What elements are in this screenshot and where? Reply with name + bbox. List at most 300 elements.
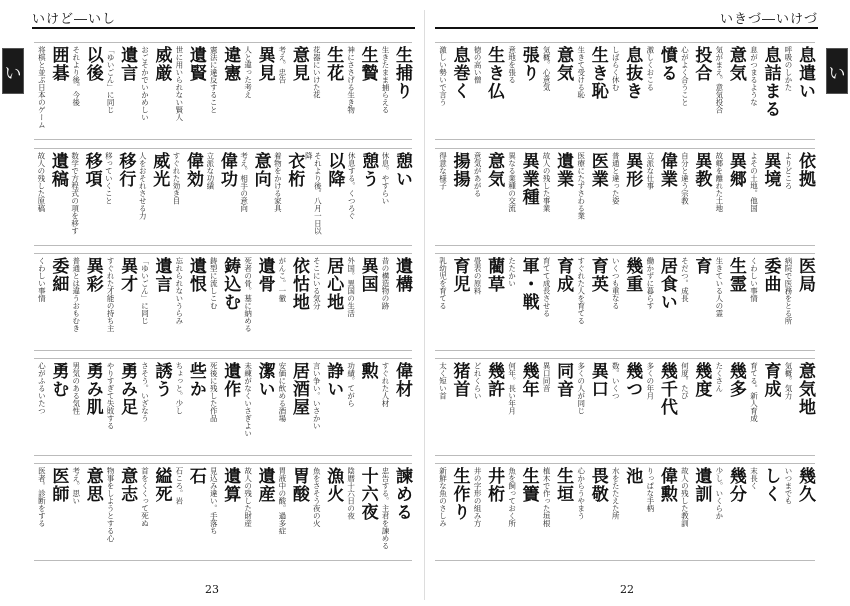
entry-headword: 遺骨 [254, 257, 275, 293]
entry-headword: 違憲 [220, 46, 241, 82]
dictionary-entry [470, 43, 505, 139]
dictionary-entry [271, 149, 305, 245]
entry-definition: 魚を飼っておく所 [507, 467, 517, 527]
entry-definition: 魚をさそう夜の火 [312, 467, 322, 527]
entry-headword: 勲 [357, 362, 378, 380]
dictionary-entry [240, 464, 274, 560]
entry-definition: 立派な仕事 [645, 152, 655, 190]
entry-headword: 威光 [149, 152, 170, 188]
dictionary-entry [711, 464, 746, 560]
entry-definition: そこにいる気分 [312, 257, 322, 310]
entry-definition: 太く短い首 [438, 362, 448, 400]
entry-definition: 移っていくこと [104, 152, 114, 205]
entry-definition: がんこ。一徹 [277, 257, 287, 302]
dictionary-entry [309, 43, 343, 139]
entry-headword: 医業 [587, 152, 608, 188]
entry-headword: 勇み肌 [82, 362, 103, 416]
entry-headword: 幾多 [725, 362, 746, 398]
entry-headword: 遺稿 [47, 152, 68, 188]
entry-block [34, 253, 412, 351]
dictionary-entry [539, 254, 574, 350]
dictionary-entry [378, 254, 412, 350]
entry-headword: 幾久 [795, 467, 815, 503]
entry-definition: 育てる。新人育成 [749, 362, 759, 422]
dictionary-entry [711, 359, 746, 455]
dictionary-entry [608, 464, 643, 560]
dictionary-entry [309, 464, 343, 560]
entry-headword: 遺言 [117, 46, 138, 82]
entry-definition: たたかい [507, 257, 517, 287]
dictionary-entry [34, 464, 68, 560]
right-page [425, 0, 850, 606]
entry-headword: 育成 [760, 362, 781, 398]
entry-definition: どれくらい [473, 362, 483, 400]
entry-block [34, 42, 412, 140]
entry-definition: 故人の残した教訓 [680, 467, 690, 527]
entry-headword: 息詰まる [760, 46, 781, 118]
dictionary-entry [539, 359, 574, 455]
entry-headword: 遺構 [392, 257, 412, 293]
entry-definition: 呼吸のしかた [784, 46, 793, 91]
entry-block [435, 148, 815, 246]
entry-headword: 遺作 [220, 362, 241, 398]
entry-definition: さそう。いざなう [140, 362, 150, 422]
entry-headword: 誘う [151, 362, 172, 398]
dictionary-entry [504, 359, 539, 455]
dictionary-entry [504, 254, 539, 350]
entry-headword: 投合 [691, 46, 712, 82]
dictionary-entry [711, 149, 746, 245]
entry-headword: 異見 [254, 46, 275, 82]
entry-headword: 憩う [358, 152, 379, 188]
dictionary-entry [68, 464, 102, 560]
header-rule [32, 27, 415, 29]
entry-headword: 異口 [587, 362, 608, 398]
entry-definition: 故人の残した事業 [542, 152, 552, 212]
entry-definition: 鋳型に流しこむ [209, 257, 219, 310]
entry-definition: 考え。忠告 [277, 46, 287, 84]
entry-headword: 遺訓 [691, 467, 712, 503]
entry-headword: 生簀 [518, 467, 539, 503]
entry-headword: 勇む [48, 362, 69, 398]
entry-headword: 偉業 [656, 152, 677, 188]
page-number: 22 [620, 583, 634, 596]
entry-definition: いつまでも [784, 467, 793, 505]
entry-headword: しく [760, 467, 781, 503]
entry-definition: 育てて成長させる [542, 257, 552, 317]
dictionary-entry [573, 149, 608, 245]
dictionary-entry [34, 254, 68, 350]
entry-headword: 意思 [82, 467, 103, 503]
entry-headword: 張り [518, 46, 539, 82]
entry-definition: 考え。相手の意向 [239, 152, 249, 212]
entry-definition: 功績。てがら [346, 362, 356, 407]
entry-definition: 「ゆいごん」に同じ [106, 46, 116, 114]
entry-headword: 偉勲 [656, 467, 677, 503]
dictionary-entry [711, 43, 746, 139]
dictionary-entry [309, 359, 343, 455]
dictionary-entry [343, 464, 377, 560]
dictionary-entry [746, 43, 781, 139]
dictionary-entry [470, 464, 505, 560]
entry-headword: 生垣 [553, 467, 574, 503]
dictionary-entry [642, 464, 677, 560]
dictionary-entry [608, 149, 643, 245]
entry-definition: 忘れられないうらみ [174, 257, 184, 325]
entry-definition: 息がつまるような [749, 46, 759, 106]
entry-headword: 医師 [48, 467, 69, 503]
dictionary-entry [608, 43, 643, 139]
entry-definition: 井の字形の組み方 [473, 467, 483, 527]
dictionary-entry [206, 359, 240, 455]
entry-definition: 多くの人が同じ [576, 362, 586, 415]
dictionary-entry [539, 464, 574, 560]
entry-definition: 陰暦十六日の夜 [346, 467, 356, 520]
dictionary-entry [677, 254, 712, 350]
entry-definition: 働かずに暮らす [645, 257, 655, 310]
entry-headword: 囲碁 [48, 46, 69, 82]
entry-definition: それより後。今後 [71, 46, 81, 106]
entry-definition: 神にささげる生き物 [346, 46, 356, 114]
dictionary-entry [746, 254, 781, 350]
entry-headword: 異業種 [518, 152, 539, 206]
entry-definition: 首をくくって死ぬ [140, 467, 150, 527]
entry-headword: 石 [185, 467, 206, 485]
entry-headword: 生き恥 [587, 46, 608, 100]
dictionary-entry [470, 149, 505, 245]
entry-definition: すぐれた才能の持ち主 [106, 257, 116, 332]
entry-headword: 幾許 [484, 362, 505, 398]
header-rule [435, 27, 818, 29]
entry-definition: 将棋と並ぶ日本のゲーム [37, 46, 47, 129]
entry-headword: 揚揚 [449, 152, 470, 188]
dictionary-entry [102, 149, 136, 245]
dictionary-entry [378, 43, 412, 139]
dictionary-entry [504, 43, 539, 139]
entry-definition: 死後に残した作品 [209, 362, 219, 422]
entry-definition: 水をたたえた所 [611, 467, 621, 520]
dictionary-entry [275, 464, 309, 560]
entry-definition: 着物をかける家具 [273, 152, 283, 212]
dictionary-entry [677, 359, 712, 455]
entry-headword: 幾つ [622, 362, 643, 398]
entry-block [435, 253, 815, 351]
entry-headword: 以降 [324, 152, 345, 188]
dictionary-entry [573, 254, 608, 350]
entry-block [435, 463, 815, 561]
dictionary-entry [237, 149, 271, 245]
entry-definition: 畳表の原料 [473, 257, 483, 295]
entry-headword: 遺言 [151, 257, 172, 293]
entry-definition: 言い争い。いさかい [312, 362, 322, 430]
dictionary-entry [343, 43, 377, 139]
entry-headword: 軍・戦 [518, 257, 539, 311]
entry-definition: 心からうやまう [576, 467, 586, 520]
entry-headword: 居心地 [323, 257, 344, 311]
entry-definition: 人をおそれさせる力 [138, 152, 148, 220]
dictionary-entry [780, 149, 815, 245]
dictionary-entry [171, 359, 205, 455]
entry-headword: 遺恨 [185, 257, 206, 293]
entry-definition: 徳の高い僧 [473, 46, 483, 84]
entry-definition: すぐれた効き目 [172, 152, 182, 205]
entry-headword: 威厳 [151, 46, 172, 82]
dictionary-entry [608, 254, 643, 350]
entry-definition: 何年。長い年月 [507, 362, 517, 415]
entry-headword: 胃酸 [288, 467, 309, 503]
dictionary-entry [103, 359, 137, 455]
entry-headword: 意向 [250, 152, 271, 188]
entry-block [34, 463, 412, 561]
dictionary-entry [435, 149, 470, 245]
entry-definition: 末長く [749, 467, 759, 490]
entry-definition: 意地を張る [507, 46, 517, 84]
dictionary-entry [137, 254, 171, 350]
dictionary-entry [780, 43, 815, 139]
dictionary-entry [711, 254, 746, 350]
dictionary-entry [343, 254, 377, 350]
entry-definition: 花器にいけた花 [312, 46, 322, 99]
dictionary-entry [470, 254, 505, 350]
entry-definition: 数。いくつ [611, 362, 621, 400]
dictionary-entry [203, 149, 237, 245]
entry-headword: 委細 [48, 257, 69, 293]
entry-definition: 「ゆいごん」に同じ [140, 257, 150, 325]
entry-headword: 依拠 [795, 152, 815, 188]
entry-definition: 何度。たび [680, 362, 690, 400]
entry-headword: 遺産 [254, 467, 275, 503]
entry-headword: 異形 [622, 152, 643, 188]
dictionary-entry [309, 254, 343, 350]
entry-headword: 縊死 [151, 467, 172, 503]
entry-headword: 息遣い [795, 46, 815, 100]
dictionary-entry [240, 43, 274, 139]
entry-definition: 意気があがる [473, 152, 483, 197]
entry-headword: 生き仏 [484, 46, 505, 100]
dictionary-entry [137, 43, 171, 139]
dictionary-entry [169, 149, 203, 245]
entry-headword: 意気 [484, 152, 505, 188]
entry-definition: 世に用いられない賢人 [174, 46, 184, 121]
entry-headword: 藺草 [484, 257, 505, 293]
entry-headword: 医局 [795, 257, 815, 293]
dictionary-entry [103, 254, 137, 350]
entry-definition: くわしい事情 [37, 257, 47, 302]
dictionary-entry [504, 464, 539, 560]
entry-definition: 故人の残した原稿 [36, 152, 46, 212]
entry-definition: 生きたまま捕らえる [381, 46, 390, 114]
entry-headword: 異境 [760, 152, 781, 188]
dictionary-entry [240, 254, 274, 350]
entry-definition: 乳幼児を育てる [438, 257, 448, 310]
entry-definition: 病院で医務をとる所 [784, 257, 793, 325]
entry-headword: 井桁 [484, 467, 505, 503]
entry-definition: 医療にたずさわる業 [576, 152, 586, 220]
dictionary-entry [137, 464, 171, 560]
entry-definition: 激しい勢いで言う [438, 46, 448, 106]
entry-headword: 潔い [254, 362, 275, 398]
entry-headword: 息抜き [622, 46, 643, 100]
dictionary-entry [780, 464, 815, 560]
dictionary-entry [642, 359, 677, 455]
entry-definition: 昔の構造物の跡 [381, 257, 390, 310]
dictionary-entry [240, 359, 274, 455]
dictionary-entry [539, 149, 574, 245]
dictionary-entry [378, 149, 412, 245]
entry-definition: 胃液中の酸。過多症 [277, 467, 287, 535]
entry-headword: 異彩 [82, 257, 103, 293]
entry-headword: 生霊 [725, 257, 746, 293]
dictionary-entry [573, 43, 608, 139]
index-tab[interactable]: い [826, 48, 848, 94]
dictionary-entry [378, 359, 412, 455]
entry-headword: 衣桁 [284, 152, 305, 188]
dictionary-entry [435, 359, 470, 455]
entry-headword: 幾千代 [656, 362, 677, 416]
entry-definition: 多くの年月 [645, 362, 655, 400]
dictionary-entry [304, 149, 344, 245]
entry-definition: 異なる業種の交流 [507, 152, 517, 212]
entry-headword: 幾分 [725, 467, 746, 503]
entry-headword: 偉効 [183, 152, 204, 188]
entry-definition: 故郷を離れた土地 [714, 152, 724, 212]
entry-definition: 医者。診断をする [37, 467, 47, 527]
dictionary-entry [171, 254, 205, 350]
entry-headword: 漁火 [323, 467, 344, 503]
dictionary-entry [68, 254, 102, 350]
dictionary-entry [746, 464, 781, 560]
dictionary-entry [135, 149, 169, 245]
entry-headword: 憩い [392, 152, 412, 188]
entry-definition: 少し。いくらか [714, 467, 724, 520]
dictionary-entry [68, 43, 102, 139]
entry-definition: 物事をしようとする心 [106, 467, 116, 542]
dictionary-entry [780, 254, 815, 350]
entry-headword: 生捕り [392, 46, 412, 100]
entry-definition: たくさん [714, 362, 724, 392]
entry-headword: 偉功 [216, 152, 237, 188]
entry-headword: 勇み足 [117, 362, 138, 416]
entry-headword: 育成 [553, 257, 574, 293]
entry-headword: 遺賢 [185, 46, 206, 82]
entry-headword: 居食い [656, 257, 677, 311]
entry-headword: 畏敬 [587, 467, 608, 503]
entry-headword: 育児 [449, 257, 470, 293]
entry-definition: 見込み違い。手落ち [209, 467, 219, 535]
entry-definition: 安価に飲める酒場 [277, 362, 287, 422]
dictionary-entry [137, 359, 171, 455]
running-header: いけど―いし [32, 12, 117, 27]
entry-definition: 得意な様子 [438, 152, 448, 190]
dictionary-entry [34, 359, 68, 455]
entry-definition: りっぱな手柄 [645, 467, 655, 512]
entry-headword: 移行 [115, 152, 136, 188]
dictionary-entry [504, 149, 539, 245]
entry-headword: 意気 [725, 46, 746, 82]
dictionary-entry [171, 43, 205, 139]
entry-definition: 休息。やすらい [381, 152, 390, 205]
dictionary-entry [103, 43, 137, 139]
entry-headword: 意志 [117, 467, 138, 503]
dictionary-entry [573, 359, 608, 455]
entry-definition: よりどころ [784, 152, 793, 190]
entry-definition: いくつも重なる [611, 257, 621, 310]
dictionary-entry [435, 254, 470, 350]
entry-headword: 十六夜 [357, 467, 378, 521]
entry-headword: 異才 [117, 257, 138, 293]
entry-definition: 休息する。くつろぐ [347, 152, 357, 220]
entry-block [435, 358, 815, 456]
dictionary-entry [206, 43, 240, 139]
dictionary-entry [34, 43, 68, 139]
dictionary-entry [275, 254, 309, 350]
entry-definition: すぐれた人材 [381, 362, 390, 407]
dictionary-entry [780, 359, 815, 455]
entry-definition: そだつ。成長 [680, 257, 690, 302]
entry-headword: 委曲 [760, 257, 781, 293]
dictionary-entry [642, 254, 677, 350]
entry-block [34, 358, 412, 456]
entry-headword: 依怙地 [288, 257, 309, 311]
dictionary-entry [470, 359, 505, 455]
entry-headword: 幾度 [691, 362, 712, 398]
dictionary-entry [435, 464, 470, 560]
entry-headword: 猪首 [449, 362, 470, 398]
entry-definition: 自分と違う宗教 [680, 152, 690, 205]
dictionary-entry [677, 149, 712, 245]
entry-definition: 男気のある気性 [71, 362, 81, 415]
dictionary-entry [378, 464, 412, 560]
entry-headword: 鋳込む [220, 257, 241, 311]
entry-definition: 気がまえ。意気投合 [714, 46, 724, 114]
entry-definition: くわしい事情 [749, 257, 759, 302]
dictionary-entry [435, 43, 470, 139]
entry-headword: 育 [691, 257, 712, 275]
entry-block [435, 42, 815, 140]
dictionary-entry [275, 43, 309, 139]
entry-headword: 生作り [449, 467, 470, 521]
entry-definition: 憲法に違反すること [209, 46, 219, 114]
entry-headword: 同音 [553, 362, 574, 398]
entry-headword: 遺業 [553, 152, 574, 188]
entry-headword: 憤る [656, 46, 677, 82]
entry-headword: 異郷 [725, 152, 746, 188]
entry-definition: やりすぎて失敗する [106, 362, 116, 430]
entry-definition: 人と違った考え [243, 46, 253, 99]
dictionary-entry [171, 464, 205, 560]
entry-headword: 意見 [288, 46, 309, 82]
entry-headword: 些か [185, 362, 206, 398]
entry-headword: 異国 [357, 257, 378, 293]
entry-headword: 居酒屋 [288, 362, 309, 416]
running-header: いきづ―いけづ [719, 12, 818, 27]
entry-definition: 普通と違った姿 [611, 152, 621, 205]
entry-definition: 立派な功績 [205, 152, 215, 190]
dictionary-entry [677, 464, 712, 560]
entry-headword: 幾重 [622, 257, 643, 293]
entry-definition: 外国。異国の生活 [346, 257, 356, 317]
dictionary-entry [275, 359, 309, 455]
entry-definition: 心がふるいたつ [37, 362, 47, 415]
entry-definition: 数学で方程式の項を移す [70, 152, 80, 235]
entry-headword: 偉材 [392, 362, 412, 398]
entry-definition: 未練がなくいさぎよい [243, 362, 253, 437]
dictionary-entry [68, 149, 102, 245]
page-number: 23 [205, 583, 219, 596]
entry-definition: 故人の残した財産 [243, 467, 253, 527]
index-tab[interactable]: い [2, 48, 24, 94]
entry-definition: よその土地。他国 [749, 152, 759, 212]
